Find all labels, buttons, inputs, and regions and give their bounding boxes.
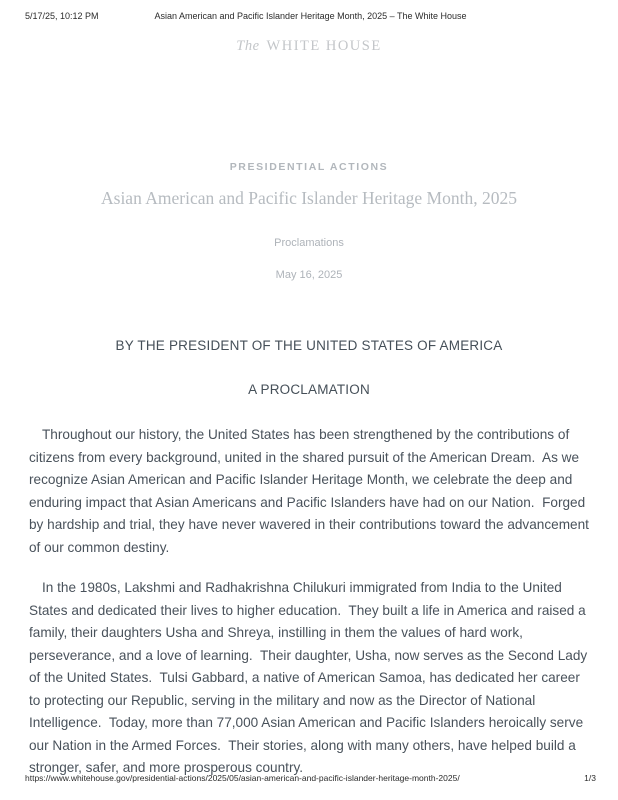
print-document-title: Asian American and Pacific Islander Heritage Month, 2025 – The White House [154,11,467,21]
print-source-url: https://www.whitehouse.gov/presidential-actions/2025/05/asian-american-and-pacific-islander-heritage-month-2025/ [25,773,460,783]
article-date: May 16, 2025 [275,269,343,281]
article-title: Asian American and Pacific Islander Heritage Month, 2025 [101,188,517,208]
logo-the-word: The [236,38,260,54]
proclamation-paragraph-1: Throughout our history, the United States has been strengthened by the contributions of citizens from every background, united in the shared pursuit of the American Dream. As we recognize Asian American and Pacific Islander Heritage Month, we celebrate the deep and enduring impact that Asian Americans and Pacific Islanders have had on our Nation. Forged by hardship and trial, they have never wavered in their contributions toward the advancement of our common destiny. [29,427,589,555]
heading-a-proclamation: A PROCLAMATION [248,382,370,397]
print-page-indicator: 1/3 [584,773,596,783]
print-timestamp: 5/17/25, 10:12 PM [25,11,99,21]
article-category: Proclamations [274,237,344,249]
logo-white-house-word: WHITE HOUSE [266,38,382,54]
white-house-logo [0,38,618,55]
print-header [25,11,596,23]
presidential-actions-eyebrow: PRESIDENTIAL ACTIONS [229,161,389,173]
heading-by-the-president: BY THE PRESIDENT OF THE UNITED STATES OF AMERICA [115,338,503,353]
proclamation-paragraph-2: In the 1980s, Lakshmi and Radhakrishna Chilukuri immigrated from India to the United States and dedicated their lives to higher education. They built a life in America and raised a family, their daughters Usha and Shreya, instilling in them the values of hard work, perseverance, and a love of learning. Their daughter, Usha, now serves as the Second Lady of the United States. Tulsi Gabbard, a native of American Samoa, has dedicated her career to protecting our Republic, serving in the military and now as the Director of National Intelligence. Today, more than 77,000 Asian American and Pacific Islanders heroically serve our Nation in the Armed Forces. Their stories, along with many others, have helped build a stronger, safer, and more prosperous country. [29,580,588,776]
